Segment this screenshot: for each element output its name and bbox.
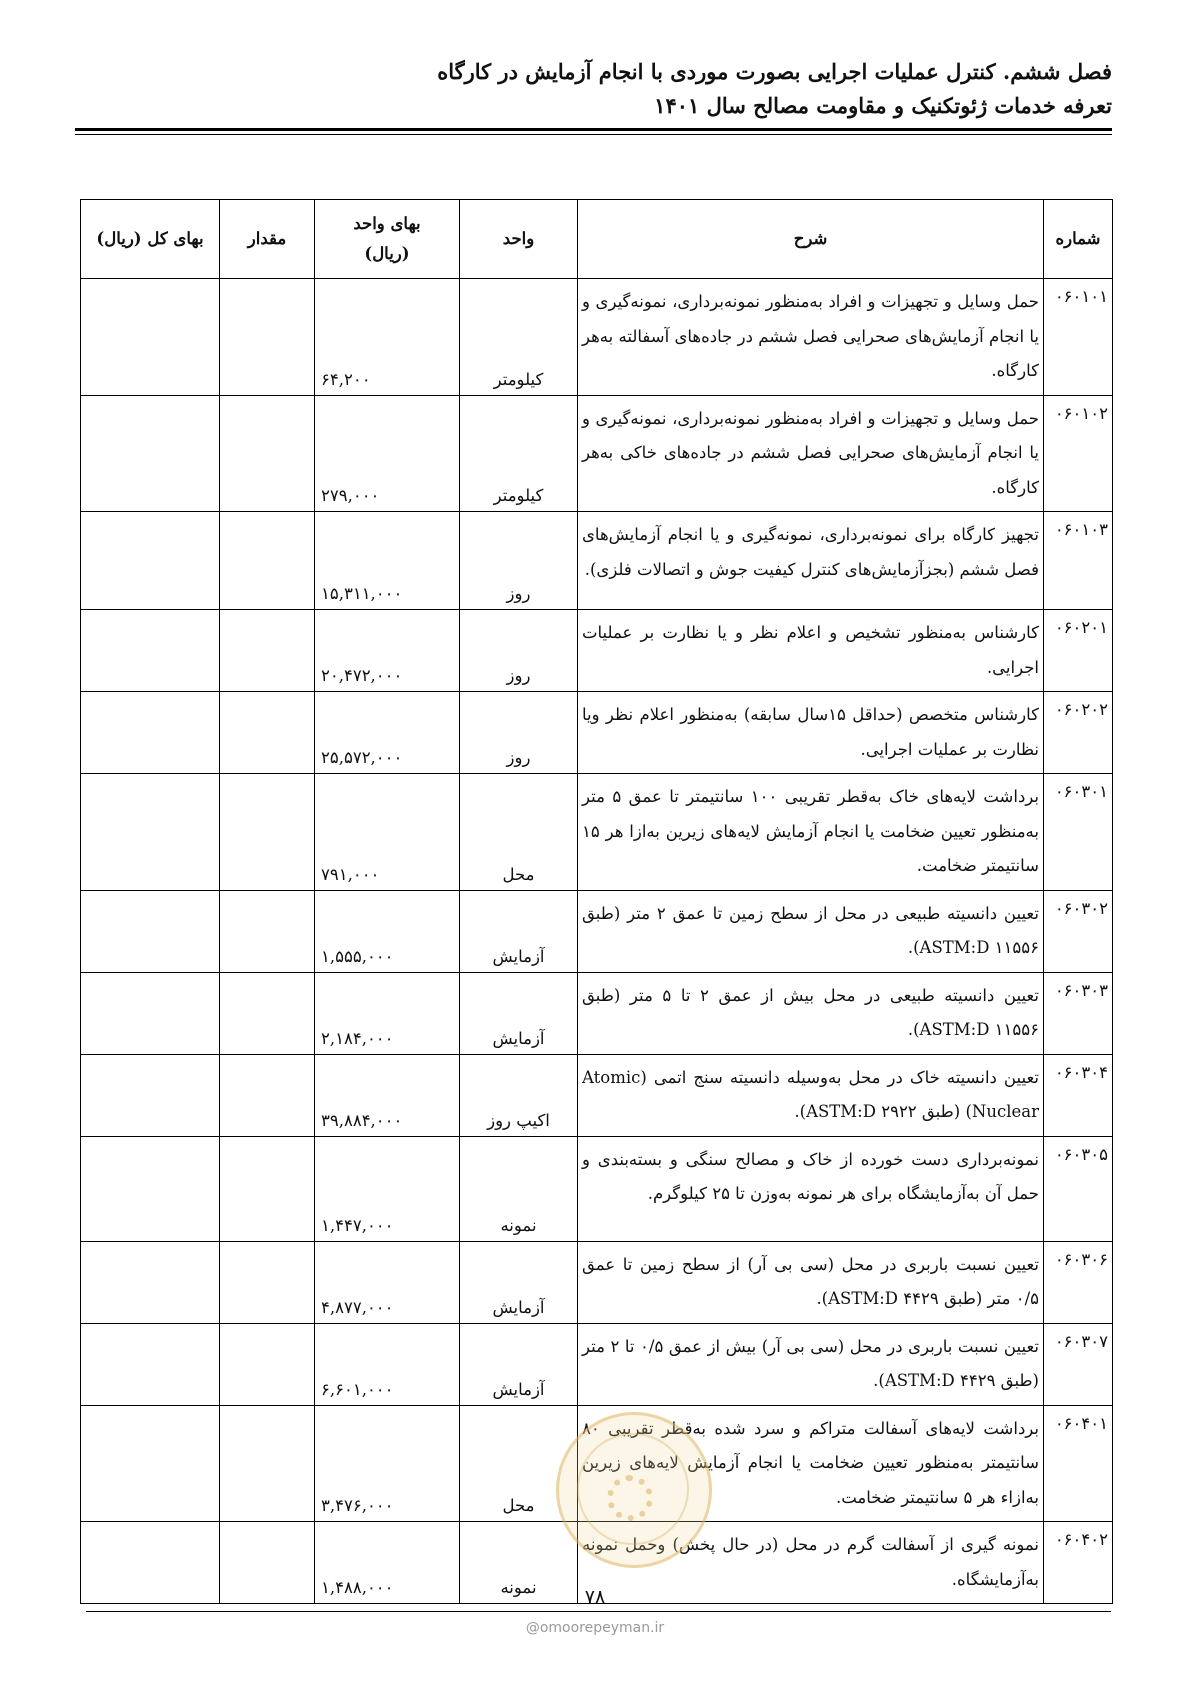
row-quantity [220, 395, 315, 512]
row-number: ۰۶۰۴۰۱ [1044, 1405, 1113, 1522]
header-quantity: مقدار [220, 200, 315, 279]
row-number: ۰۶۰۳۰۱ [1044, 774, 1113, 891]
row-quantity [220, 512, 315, 610]
row-quantity [220, 1522, 315, 1604]
row-unit-price: ۴,۸۷۷,۰۰۰ [315, 1241, 460, 1323]
table-row [81, 610, 1113, 692]
row-total-price [81, 395, 220, 512]
row-description: نمونه گیری از آسفالت گرم در محل (در حال پخش) وحمل نمونه به‌آزمایشگاه. [578, 1522, 1044, 1604]
row-unit: آزمایش [460, 890, 578, 972]
tariff-table [80, 199, 1113, 1604]
row-total-price [81, 512, 220, 610]
row-number: ۰۶۰۳۰۵ [1044, 1136, 1113, 1241]
table-row [81, 1136, 1113, 1241]
header-rule-thick [75, 128, 1112, 131]
site-watermark: @omoorepeyman.ir [525, 1620, 665, 1636]
row-unit: آزمایش [460, 1241, 578, 1323]
row-unit-price: ۶۴,۲۰۰ [315, 279, 460, 396]
row-description: تعیین دانسیته طبیعی در محل بیش از عمق ۲ تا ۵ متر (طبق ASTM:D ۱۱۵۵۶). [578, 972, 1044, 1054]
footer-rule [86, 1611, 1111, 1612]
row-description: تجهیز کارگاه برای نمونه‌برداری، نمونه‌گیری و یا انجام آزمایش‌های فصل ششم (بجزآزمایش‌های کنترل کیفیت جوش و اتصالات فلزی). [578, 512, 1044, 610]
tariff-title: تعرفه خدمات ژئوتکنیک و مقاومت مصالح سال ۱۴۰۱ [654, 93, 1112, 118]
row-number: ۰۶۰۳۰۲ [1044, 890, 1113, 972]
row-description: نمونه‌برداری دست خورده از خاک و مصالح سنگی و بسته‌بندی و حمل آن به‌آزمایشگاه برای هر نمونه به‌وزن تا ۲۵ کیلوگرم. [578, 1136, 1044, 1241]
header-unit-price-text: بهای واحد (ریال) [353, 214, 421, 263]
row-unit: روز [460, 610, 578, 692]
row-unit-price: ۱,۴۸۸,۰۰۰ [315, 1522, 460, 1604]
page-header [75, 55, 1112, 123]
row-description: برداشت لایه‌های آسفالت متراکم و سرد شده به‌قطر تقریبی ۸۰ سانتیمتر به‌منظور تعیین ضخامت یا انجام آزمایش لایه‌های زیرین به‌ازاء هر ۵ سانتیمتر ضخامت. [578, 1405, 1044, 1522]
row-unit: کیلومتر [460, 279, 578, 396]
row-unit-price: ۶,۶۰۱,۰۰۰ [315, 1323, 460, 1405]
row-total-price [81, 279, 220, 396]
table-row [81, 279, 1113, 396]
row-unit: روز [460, 692, 578, 774]
row-unit: نمونه [460, 1136, 578, 1241]
header-total-price: بهای کل (ریال) [81, 200, 220, 279]
row-number: ۰۶۰۳۰۷ [1044, 1323, 1113, 1405]
row-number: ۰۶۰۳۰۳ [1044, 972, 1113, 1054]
row-unit: آزمایش [460, 972, 578, 1054]
header-unit-price [315, 200, 460, 279]
row-total-price [81, 972, 220, 1054]
row-total-price [81, 1323, 220, 1405]
row-unit: محل [460, 1405, 578, 1522]
row-description: تعیین نسبت باربری در محل (سی بی آر) از سطح زمین تا عمق ۰/۵ متر (طبق ASTM:D ۴۴۲۹). [578, 1241, 1044, 1323]
row-quantity [220, 279, 315, 396]
row-quantity [220, 890, 315, 972]
table-row [81, 774, 1113, 891]
table-row [81, 1054, 1113, 1136]
watermark-seal-icon [556, 1412, 712, 1568]
row-total-price [81, 1522, 220, 1604]
row-description: تعیین دانسیته خاک در محل به‌وسیله دانسیته سنج اتمی (Atomic Nuclear) (طبق ASTM:D ۲۹۲۲). [578, 1054, 1044, 1136]
row-quantity [220, 774, 315, 891]
row-unit-price: ۳,۴۷۶,۰۰۰ [315, 1405, 460, 1522]
table-header-row [81, 200, 1113, 279]
row-unit-price: ۲,۱۸۴,۰۰۰ [315, 972, 460, 1054]
row-unit-price: ۳۹,۸۸۴,۰۰۰ [315, 1054, 460, 1136]
table-row [81, 972, 1113, 1054]
row-quantity [220, 972, 315, 1054]
row-description: کارشناس متخصص (حداقل ۱۵سال سابقه) به‌منظور اعلام نظر ویا نظارت بر عملیات اجرایی. [578, 692, 1044, 774]
gear-icon [607, 1475, 653, 1521]
row-description: حمل وسایل و تجهیزات و افراد به‌منظور نمونه‌برداری، نمونه‌گیری و یا انجام آزمایش‌های صحرایی فصل ششم در جاده‌های خاکی به‌هر کارگاه. [578, 395, 1044, 512]
row-unit: اکیپ روز [460, 1054, 578, 1136]
row-total-price [81, 1136, 220, 1241]
row-total-price [81, 692, 220, 774]
header-unit: واحد [460, 200, 578, 279]
table-row [81, 692, 1113, 774]
row-unit: آزمایش [460, 1323, 578, 1405]
row-description: تعیین دانسیته طبیعی در محل از سطح زمین تا عمق ۲ متر (طبق ASTM:D ۱۱۵۵۶). [578, 890, 1044, 972]
row-total-price [81, 774, 220, 891]
row-quantity [220, 610, 315, 692]
row-number: ۰۶۰۲۰۲ [1044, 692, 1113, 774]
row-total-price [81, 1405, 220, 1522]
row-unit-price: ۱,۴۴۷,۰۰۰ [315, 1136, 460, 1241]
table-row [81, 1241, 1113, 1323]
row-number: ۰۶۰۱۰۳ [1044, 512, 1113, 610]
row-number: ۰۶۰۳۰۴ [1044, 1054, 1113, 1136]
row-description: تعیین نسبت باربری در محل (سی بی آر) بیش از عمق ۰/۵ تا ۲ متر (طبق ASTM:D ۴۴۲۹). [578, 1323, 1044, 1405]
row-unit-price: ۱,۵۵۵,۰۰۰ [315, 890, 460, 972]
row-total-price [81, 610, 220, 692]
row-quantity [220, 1054, 315, 1136]
row-unit-price: ۲۷۹,۰۰۰ [315, 395, 460, 512]
row-total-price [81, 1241, 220, 1323]
row-number: ۰۶۰۴۰۲ [1044, 1522, 1113, 1604]
row-number: ۰۶۰۳۰۶ [1044, 1241, 1113, 1323]
row-unit-price: ۱۵,۳۱۱,۰۰۰ [315, 512, 460, 610]
row-unit-price: ۷۹۱,۰۰۰ [315, 774, 460, 891]
row-unit: نمونه [460, 1522, 578, 1604]
row-quantity [220, 1405, 315, 1522]
row-number: ۰۶۰۱۰۲ [1044, 395, 1113, 512]
header-number: شماره [1044, 200, 1113, 279]
row-quantity [220, 1241, 315, 1323]
row-quantity [220, 692, 315, 774]
row-total-price [81, 1054, 220, 1136]
table-row [81, 1323, 1113, 1405]
row-number: ۰۶۰۱۰۱ [1044, 279, 1113, 396]
row-total-price [81, 890, 220, 972]
row-description: برداشت لایه‌های خاک به‌قطر تقریبی ۱۰۰ سانتیمتر تا عمق ۵ متر به‌منظور تعیین ضخامت یا انجام آزمایش لایه‌های زیرین به‌ازا هر ۱۵ سانتیمتر ضخامت. [578, 774, 1044, 891]
table-row [81, 890, 1113, 972]
row-unit: کیلومتر [460, 395, 578, 512]
table-row [81, 512, 1113, 610]
row-description: کارشناس به‌منظور تشخیص و اعلام نظر و یا نظارت بر عملیات اجرایی. [578, 610, 1044, 692]
chapter-title: فصل ششم. کنترل عملیات اجرایی بصورت موردی با انجام آزمایش در کارگاه [437, 59, 1112, 84]
row-number: ۰۶۰۲۰۱ [1044, 610, 1113, 692]
row-quantity [220, 1136, 315, 1241]
row-quantity [220, 1323, 315, 1405]
row-unit: محل [460, 774, 578, 891]
table-row [81, 395, 1113, 512]
row-unit-price: ۲۰,۴۷۲,۰۰۰ [315, 610, 460, 692]
row-unit: روز [460, 512, 578, 610]
header-description: شرح [578, 200, 1044, 279]
page-number: ۷۸ [584, 1586, 606, 1608]
row-unit-price: ۲۵,۵۷۲,۰۰۰ [315, 692, 460, 774]
header-rule-thin [75, 134, 1112, 135]
row-description: حمل وسایل و تجهیزات و افراد به‌منظور نمونه‌برداری، نمونه‌گیری و یا انجام آزمایش‌های صحرایی فصل ششم در جاده‌های آسفالته به‌هر کارگاه. [578, 279, 1044, 396]
